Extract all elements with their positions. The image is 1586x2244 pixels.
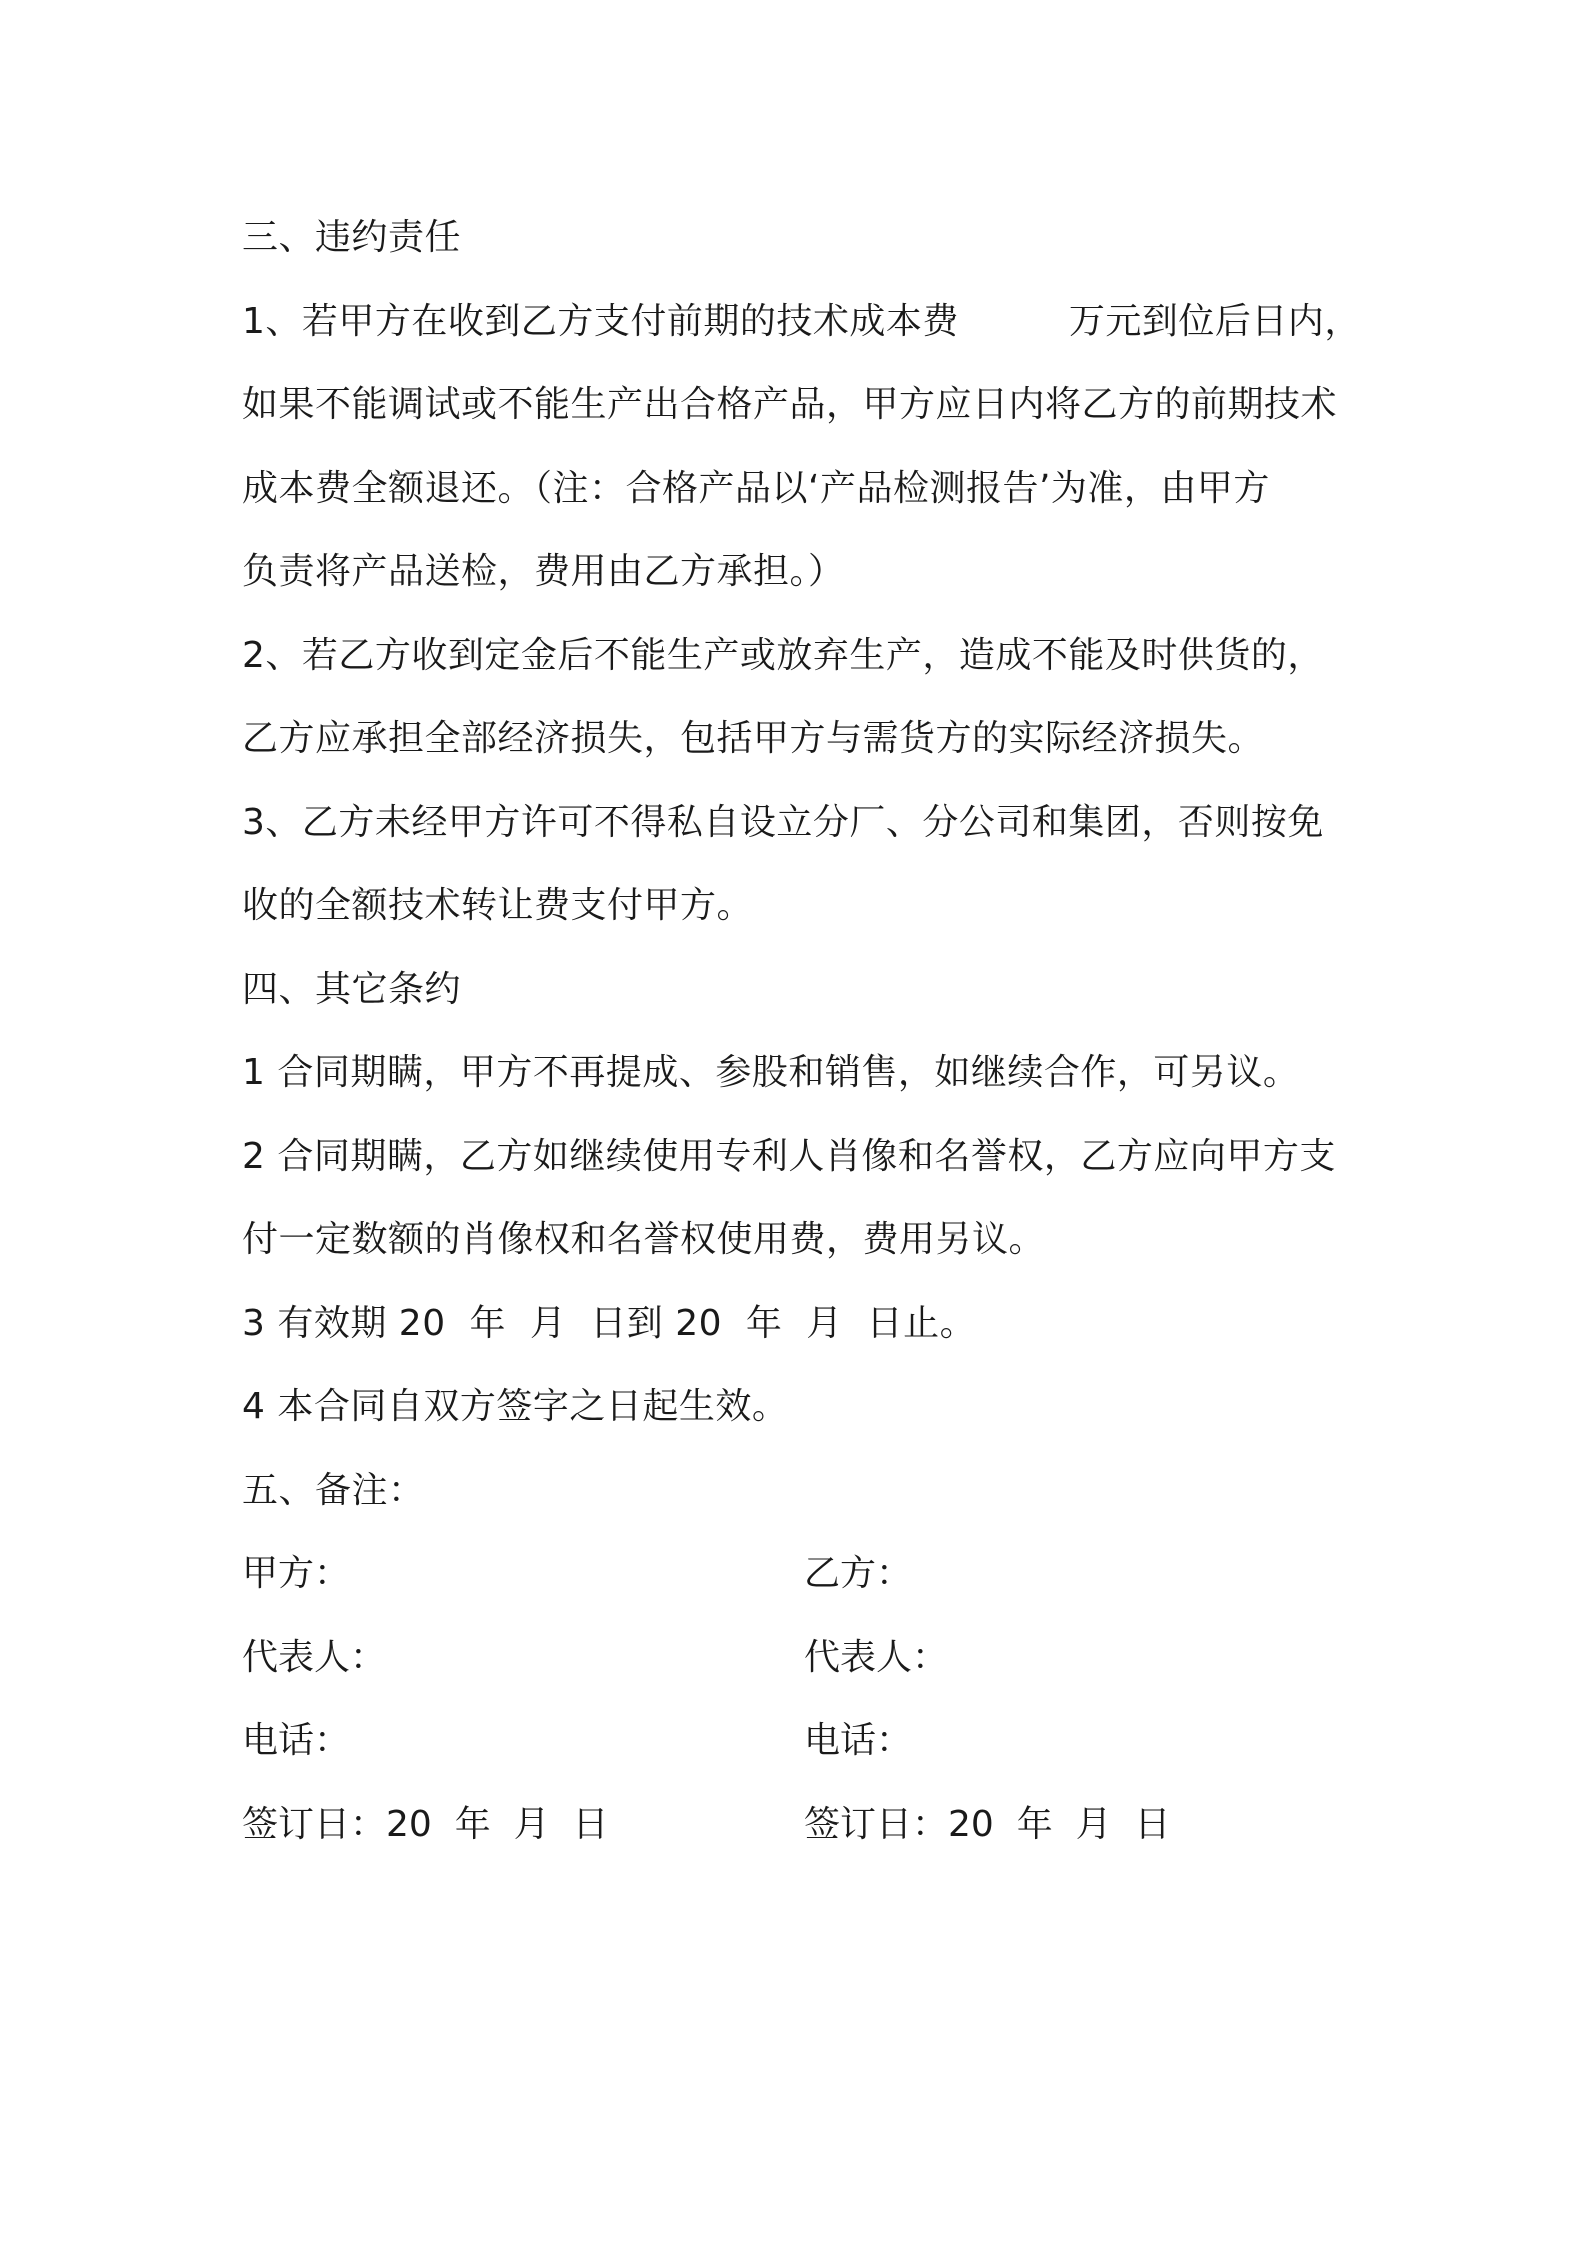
party-b-phone-label: 电话： bbox=[804, 1720, 913, 1761]
party-a-sign-date: 签订日：20 年 月 日 bbox=[242, 1803, 609, 1845]
party-a-representative-label: 代表人： bbox=[242, 1636, 387, 1678]
breach-item-2-line-2: 乙方应承担全部经济损失，包括甲方与需货方的实际经济损失。 bbox=[242, 718, 1265, 759]
section-heading-breach: 三、违约责任 bbox=[242, 217, 462, 258]
other-terms-item-2-line-1: 2 合同期瞒，乙方如继续使用专利人肖像和名誉权，乙方应向甲方支 bbox=[242, 1135, 1336, 1177]
section-heading-other-terms: 四、其它条约 bbox=[242, 968, 462, 1010]
party-b-representative-label: 代表人： bbox=[804, 1636, 949, 1678]
section-heading-remarks: 五、备注： bbox=[242, 1469, 425, 1511]
breach-item-1-line-2: 如果不能调试或不能生产出合格产品，甲方应日内将乙方的前期技术 bbox=[242, 384, 1338, 425]
other-terms-item-4: 4 本合同自双方签字之日起生效。 bbox=[242, 1386, 789, 1427]
breach-item-1-line-4: 负责将产品送检，费用由乙方承担。） bbox=[242, 551, 845, 592]
contract-body bbox=[242, 196, 1382, 1866]
signature-row-party bbox=[242, 1532, 1382, 1616]
breach-item-2-line-1: 2、若乙方收到定金后不能生产或放弃生产，造成不能及时供货的， bbox=[242, 634, 1324, 676]
breach-item-1-text-b: 万元到位后日内， bbox=[1068, 300, 1361, 342]
signature-row-phone bbox=[242, 1699, 1382, 1783]
signature-row-date bbox=[242, 1783, 1382, 1867]
other-terms-item-2-line-2: 付一定数额的肖像权和名誉权使用费，费用另议。 bbox=[242, 1219, 1046, 1260]
party-a-label: 甲方： bbox=[242, 1553, 351, 1594]
party-b-sign-date: 签订日：20 年 月 日 bbox=[804, 1803, 1171, 1845]
party-a-phone-label: 电话： bbox=[242, 1720, 351, 1761]
signature-row-representative bbox=[242, 1616, 1382, 1700]
other-terms-item-3: 3 有效期 20 年 月 日到 20 年 月 日止。 bbox=[242, 1302, 977, 1344]
breach-item-3-line-2: 收的全额技术转让费支付甲方。 bbox=[242, 885, 754, 926]
party-b-label: 乙方： bbox=[804, 1553, 913, 1594]
breach-item-3-line-1: 3、乙方未经甲方许可不得私自设立分厂、分公司和集团，否则按免 bbox=[242, 801, 1324, 843]
breach-item-1-line-3: 成本费全额退还。（注：合格产品以‘产品检测报告’为准，由甲方 bbox=[242, 467, 1270, 509]
other-terms-item-1: 1 合同期瞒，甲方不再提成、参股和销售，如继续合作，可另议。 bbox=[242, 1052, 1300, 1093]
breach-item-1-line-1 bbox=[242, 280, 1382, 364]
breach-item-1-text-a: 1、若甲方在收到乙方支付前期的技术成本费 bbox=[242, 300, 959, 342]
